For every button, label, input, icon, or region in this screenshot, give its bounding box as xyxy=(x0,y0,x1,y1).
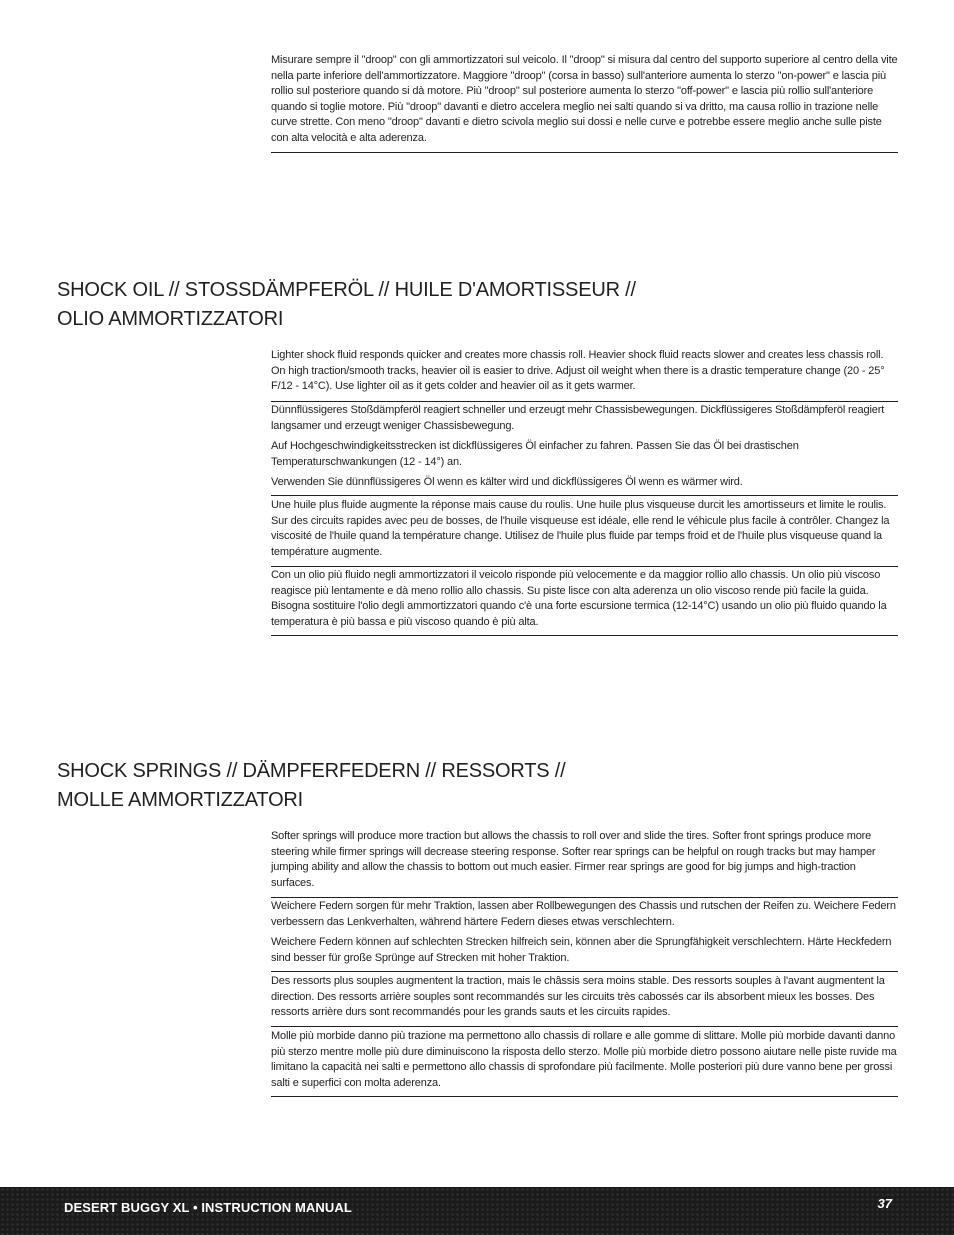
shock-oil-heading xyxy=(57,276,636,334)
shock-springs-english-text: Softer springs will produce more traction but allows the chassis to roll over and slide the tires. Softer front springs produce more steering while firmer springs will decrease steering response. Softer rear springs can be helpful on rough tracks but may hamper jumping ability and allow the chassis to bottom out much easier. Firmer rear springs are good for big jumps and high-traction surfaces. xyxy=(271,830,876,889)
page-number: 37 xyxy=(877,1196,892,1211)
shock-springs-heading-line1: SHOCK SPRINGS // DÄMPFERFEDERN // RESSORTS // xyxy=(57,760,566,782)
shock-oil-german-p3: Verwenden Sie dünnflüssigeres Öl wenn es kälter wird und dickflüssigeres Öl wenn es wärmer wird. xyxy=(271,476,743,489)
shock-oil-italian-text: Con un olio più fluido negli ammortizzatori il veicolo risponde più velocemente e da maggior rollio allo chassis. Un olio più viscoso reagisce più lentamente e dà meno rollio allo chassis. Su piste lisce con alta aderenza un olio viscoso rende più facile la guida. Bisogna sostituire l'olio degli ammortizzatori quando c'è una forte escursione termica (12-14°C) usando un olio più fluido quando la temperatura è più bassa e più viscoso quando è più alta. xyxy=(271,569,887,628)
droop-italian-text: Misurare sempre il "droop" con gli ammortizzatori sul veicolo. Il "droop" si misura dal centro del supporto superiore al centro della vite nella parte inferiore dell'ammortizzatore. Maggiore "droop" (corsa in basso) sull'anteriore aumenta lo sterzo "on-power" e lascia più rollio sul posteriore quando si dà motore. Più "droop" sul posteriore aumenta lo sterzo "off-power" e lascia più rollio sull'anteriore quando si toglie motore. Più "droop" davanti e dietro accelera meglio nei salti quando si va dritto, ma causa rollio in trazione nelle curve strette. Con meno "droop" davanti e dietro scivola meglio sui dossi e nelle curve e potrebbe essere meglio anche sulle piste con alta velocità e alta aderenza. xyxy=(271,54,898,144)
shock-springs-german-p2: Weichere Federn können auf schlechten Strecken hilfreich sein, können aber die Sprungfähigkeit verschlechtern. Härte Heckfedern sind besser für große Sprünge auf Strecken mit hoher Traktion. xyxy=(271,936,892,964)
shock-oil-french-text: Une huile plus fluide augmente la réponse mais cause du roulis. Une huile plus visqueuse durcit les amortisseurs et limite le roulis. Sur des circuits rapides avec peu de bosses, de l'huile visqueuse est idéale, elle rend le véhicule plus facile à contrôler. Changez la viscosité de l'huile quand la température change. Utilisez de l'huile plus fluide par temps froid et de l'huile plus visqueuse quand la température augmente. xyxy=(271,499,890,558)
shock-oil-italian xyxy=(271,568,898,636)
shock-springs-italian xyxy=(271,1029,898,1097)
shock-springs-german-p1: Weichere Federn sorgen für mehr Traktion, lassen aber Rollbewegungen des Chassis und rutschen der Reifen zu. Weichere Federn verbessern das Lenkverhalten, während härtere Federn dieses etwas verschlechtern. xyxy=(271,900,896,928)
shock-oil-german-p2: Auf Hochgeschwindigkeitsstrecken ist dickflüssigeres Öl einfacher zu fahren. Passen Sie das Öl bei drastischen Temperaturschwankungen (12 - 14°) an. xyxy=(271,440,799,468)
shock-oil-german xyxy=(271,403,898,496)
shock-oil-heading-line2: OLIO AMMORTIZZATORI xyxy=(57,308,284,330)
shock-oil-english-text: Lighter shock fluid responds quicker and creates more chassis roll. Heavier shock fluid reacts slower and creates less chassis roll. On high traction/smooth tracks, heavier oil is easier to drive. Adjust oil weight when there is a drastic temperature change (20 - 25° F/12 - 14°C). Use lighter oil as it gets colder and heavier oil as it gets warmer. xyxy=(271,349,885,393)
shock-springs-heading xyxy=(57,757,566,815)
shock-springs-english xyxy=(271,829,898,898)
shock-springs-french-text: Des ressorts plus souples augmentent la traction, mais le châssis sera moins stable. Des ressorts souples à l'avant augmentent la direction. Des ressorts arrière souples sont recommandés sur les circuits très cabossés car ils absorbent mieux les bosses. Des ressorts arrière durs sont recommandés pour les grands sauts et les circuits rapides. xyxy=(271,975,885,1019)
shock-springs-german xyxy=(271,899,898,972)
droop-italian-block xyxy=(271,53,898,153)
shock-oil-french xyxy=(271,498,898,567)
footer-manual-title: DESERT BUGGY XL • INSTRUCTION MANUAL xyxy=(64,1200,352,1215)
shock-oil-german-p1: Dünnflüssigeres Stoßdämpferöl reagiert schneller und erzeugt mehr Chassisbewegungen. Dickflüssigeres Stoßdämpferöl reagiert langsamer und erzeugt weniger Chassisbewegung. xyxy=(271,404,885,432)
shock-springs-french xyxy=(271,974,898,1027)
shock-springs-heading-line2: MOLLE AMMORTIZZATORI xyxy=(57,789,304,811)
shock-springs-italian-text: Molle più morbide danno più trazione ma permettono allo chassis di rollare e alle gomme di slittare. Molle più morbide davanti danno più sterzo mentre molle più dure diminuiscono la risposta dello sterzo. Molle più morbide dietro possono aiutare nelle piste ruvide ma limitano la capacità nei salti e permettono allo chassis di sprofondare più facilmente. Molle posteriori più dure vanno bene per grossi salti e superfici con molta aderenza. xyxy=(271,1030,897,1089)
footer-bar xyxy=(0,1187,954,1235)
shock-oil-english xyxy=(271,348,898,402)
shock-oil-heading-line1: SHOCK OIL // STOSSDÄMPFERÖL // HUILE D'AMORTISSEUR // xyxy=(57,279,636,301)
